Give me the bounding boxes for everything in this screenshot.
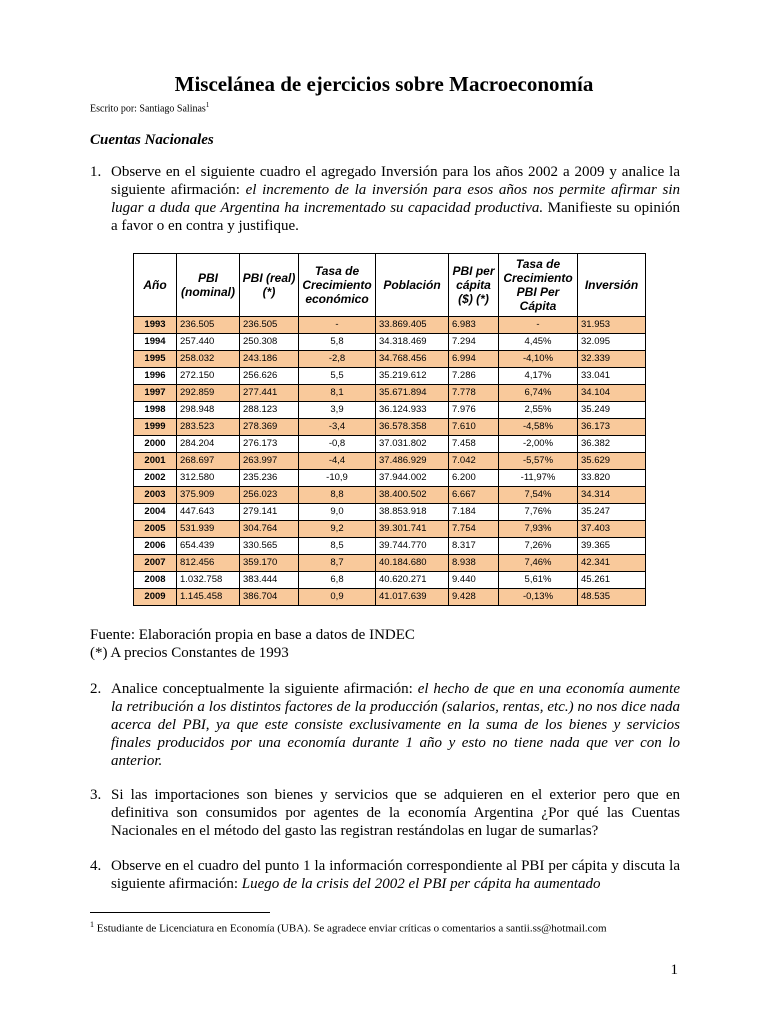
- table-cell: 6.983: [449, 317, 499, 334]
- table-row: [134, 385, 646, 402]
- table-cell: 654.439: [177, 538, 240, 555]
- table-cell: 278.369: [240, 419, 299, 436]
- table-cell: 1997: [134, 385, 177, 402]
- table-row: [134, 589, 646, 606]
- table-cell: 38.400.502: [376, 487, 449, 504]
- exercise-text-italic: el hecho de que en una economía aumente la retribución a los distintos factores de la producción (salarios, rentas, etc.) no nos dice nada acerca del PBI, ya que este consiste exclusivamente en la suma de los bienes y servicios finales producidos por una economía durante 1 año y esto no tiene nada que ver con lo anterior.: [111, 681, 680, 769]
- table-cell: 6.667: [449, 487, 499, 504]
- table-cell: 243.186: [240, 351, 299, 368]
- table-cell: 6.994: [449, 351, 499, 368]
- table-cell: -3,4: [299, 419, 376, 436]
- table-cell: 34.768.456: [376, 351, 449, 368]
- table-cell: 258.032: [177, 351, 240, 368]
- table-cell: 7.294: [449, 334, 499, 351]
- table-cell: 41.017.639: [376, 589, 449, 606]
- table-cell: 9.428: [449, 589, 499, 606]
- author-footnote-mark: 1: [205, 101, 210, 109]
- table-cell: 7,46%: [499, 555, 578, 572]
- table-cell: 35.629: [578, 453, 646, 470]
- exercise-2: [90, 680, 680, 770]
- document-title: Miscelánea de ejercicios sobre Macroeconomía: [174, 72, 594, 96]
- table-cell: 7.042: [449, 453, 499, 470]
- table-cell: -0,8: [299, 436, 376, 453]
- table-cell: 9.440: [449, 572, 499, 589]
- header-inversion: Inversión: [578, 254, 646, 317]
- table-cell: 48.535: [578, 589, 646, 606]
- table-cell: -: [299, 317, 376, 334]
- table-cell: 5,8: [299, 334, 376, 351]
- table-cell: 37.031.802: [376, 436, 449, 453]
- table-cell: 263.997: [240, 453, 299, 470]
- table-cell: -4,10%: [499, 351, 578, 368]
- table-cell: 235.236: [240, 470, 299, 487]
- table-cell: -2,8: [299, 351, 376, 368]
- table-cell: 2006: [134, 538, 177, 555]
- table-cell: 2005: [134, 521, 177, 538]
- table-cell: -2,00%: [499, 436, 578, 453]
- table-cell: 272.150: [177, 368, 240, 385]
- exercise-text-italic: el incremento de la inversión para esos años nos permite afirmar sin lugar a duda que Argentina ha incrementado su capacidad productiva.: [111, 182, 680, 216]
- table-row: [134, 538, 646, 555]
- source-line: Fuente: Elaboración propia en base a datos de INDEC: [90, 627, 415, 643]
- table-cell: 276.173: [240, 436, 299, 453]
- exercise-1: [90, 163, 680, 235]
- table-cell: 1993: [134, 317, 177, 334]
- exercise-number: 3.: [90, 787, 102, 803]
- table-cell: 35.247: [578, 504, 646, 521]
- table-cell: 32.339: [578, 351, 646, 368]
- header-tasa-pbi-per-capita: Tasa de Crecimiento PBI Per Cápita: [499, 254, 578, 317]
- table-cell: 257.440: [177, 334, 240, 351]
- table-cell: -10,9: [299, 470, 376, 487]
- table-cell: 31.953: [578, 317, 646, 334]
- table-cell: 8,1: [299, 385, 376, 402]
- table-cell: 1998: [134, 402, 177, 419]
- table-cell: 5,5: [299, 368, 376, 385]
- table-cell: 8,8: [299, 487, 376, 504]
- table-cell: 37.944.002: [376, 470, 449, 487]
- macro-data-table: [133, 253, 646, 606]
- table-cell: 7,54%: [499, 487, 578, 504]
- table-cell: 7,26%: [499, 538, 578, 555]
- table-cell: 236.505: [240, 317, 299, 334]
- table-cell: 383.444: [240, 572, 299, 589]
- exercise-number: 4.: [90, 858, 102, 874]
- table-cell: -0,13%: [499, 589, 578, 606]
- table-cell: 2004: [134, 504, 177, 521]
- table-cell: 2000: [134, 436, 177, 453]
- table-cell: -5,57%: [499, 453, 578, 470]
- table-cell: 33.041: [578, 368, 646, 385]
- table-cell: 42.341: [578, 555, 646, 572]
- table-cell: 7,93%: [499, 521, 578, 538]
- table-cell: 284.204: [177, 436, 240, 453]
- exercise-text: [111, 163, 680, 235]
- table-cell: 288.123: [240, 402, 299, 419]
- table-cell: 7.458: [449, 436, 499, 453]
- exercise-number: 1.: [90, 164, 102, 180]
- exercise-text-plain: Observe en el cuadro del punto 1 la información correspondiente al PBI per cápita y discuta la siguiente afirmación:: [111, 858, 680, 892]
- exercise-text-plain: Observe en el siguiente cuadro el agregado Inversión para los años 2002 a 2009 y analice la siguiente afirmación:: [111, 164, 680, 198]
- table-cell: 7.184: [449, 504, 499, 521]
- header-pbi-real: PBI (real) (*): [240, 254, 299, 317]
- table-cell: 36.124.933: [376, 402, 449, 419]
- table-row: [134, 521, 646, 538]
- table-cell: -4,4: [299, 453, 376, 470]
- table-cell: 1996: [134, 368, 177, 385]
- table-cell: 386.704: [240, 589, 299, 606]
- table-cell: 8,7: [299, 555, 376, 572]
- table-cell: 36.578.358: [376, 419, 449, 436]
- footnote-mark: 1: [90, 920, 94, 929]
- table-cell: 4,17%: [499, 368, 578, 385]
- table-cell: 7.610: [449, 419, 499, 436]
- table-cell: 38.853.918: [376, 504, 449, 521]
- table-cell: 8,5: [299, 538, 376, 555]
- table-cell: 8.317: [449, 538, 499, 555]
- table-cell: 268.697: [177, 453, 240, 470]
- table-cell: 7.976: [449, 402, 499, 419]
- table-cell: 447.643: [177, 504, 240, 521]
- exercise-text: [111, 857, 680, 893]
- table-cell: 359.170: [240, 555, 299, 572]
- header-pbi-per-capita: PBI per cápita ($) (*): [449, 254, 499, 317]
- exercise-3: [90, 786, 680, 840]
- table-cell: 531.939: [177, 521, 240, 538]
- table-cell: 37.486.929: [376, 453, 449, 470]
- table-row: [134, 436, 646, 453]
- table-cell: 2007: [134, 555, 177, 572]
- table-cell: 236.505: [177, 317, 240, 334]
- table-cell: 330.565: [240, 538, 299, 555]
- table-cell: 6,8: [299, 572, 376, 589]
- table-cell: 3,9: [299, 402, 376, 419]
- footnote: [90, 920, 607, 935]
- table-cell: 2003: [134, 487, 177, 504]
- table-cell: 1.145.458: [177, 589, 240, 606]
- table-cell: 34.318.469: [376, 334, 449, 351]
- exercise-4: [90, 857, 680, 893]
- table-cell: 298.948: [177, 402, 240, 419]
- table-row: [134, 334, 646, 351]
- table-cell: 37.403: [578, 521, 646, 538]
- table-cell: 35.219.612: [376, 368, 449, 385]
- section-heading: Cuentas Nacionales: [90, 132, 214, 148]
- table-cell: 39.365: [578, 538, 646, 555]
- exercise-text-italic: Luego de la crisis del 2002 el PBI per cápita ha aumentado: [241, 876, 601, 892]
- table-cell: 6.200: [449, 470, 499, 487]
- table-cell: 0,9: [299, 589, 376, 606]
- table-cell: 2008: [134, 572, 177, 589]
- table-row: [134, 351, 646, 368]
- header-tasa-crecimiento: Tasa de Crecimiento económico: [299, 254, 376, 317]
- table-cell: 32.095: [578, 334, 646, 351]
- table-cell: 8.938: [449, 555, 499, 572]
- table-cell: 2009: [134, 589, 177, 606]
- table-cell: 5,61%: [499, 572, 578, 589]
- table-cell: 39.301.741: [376, 521, 449, 538]
- table-body: [134, 317, 646, 606]
- table-cell: 9,0: [299, 504, 376, 521]
- table-cell: 9,2: [299, 521, 376, 538]
- author-name: Escrito por: Santiago Salinas: [90, 103, 206, 115]
- table-cell: 2001: [134, 453, 177, 470]
- table-cell: 312.580: [177, 470, 240, 487]
- table-cell: 7.286: [449, 368, 499, 385]
- page-number: 1: [670, 962, 678, 978]
- table-cell: 250.308: [240, 334, 299, 351]
- table-cell: 2002: [134, 470, 177, 487]
- table-cell: 40.620.271: [376, 572, 449, 589]
- footnote-divider: [90, 912, 270, 913]
- table-row: [134, 419, 646, 436]
- exercise-text: [111, 680, 680, 770]
- table-cell: 7,76%: [499, 504, 578, 521]
- author-line: [90, 101, 209, 114]
- exercise-text-plain: Analice conceptualmente la siguiente afirmación:: [111, 681, 418, 697]
- table-cell: 256.626: [240, 368, 299, 385]
- table-row: [134, 572, 646, 589]
- table-cell: 277.441: [240, 385, 299, 402]
- table-row: [134, 368, 646, 385]
- table-cell: 39.744.770: [376, 538, 449, 555]
- table-cell: 35.249: [578, 402, 646, 419]
- table-cell: 34.314: [578, 487, 646, 504]
- table-cell: 36.173: [578, 419, 646, 436]
- table-row: [134, 453, 646, 470]
- exercise-number: 2.: [90, 681, 102, 697]
- header-pbi-nominal: PBI (nominal): [177, 254, 240, 317]
- table-cell: 33.820: [578, 470, 646, 487]
- footnote-text: Estudiante de Licenciatura en Economía (UBA). Se agradece enviar críticas o comentarios a santii.ss@hotmail.com: [94, 922, 607, 935]
- table-cell: 1995: [134, 351, 177, 368]
- table-header-row: [134, 254, 646, 317]
- table-cell: 7.754: [449, 521, 499, 538]
- table-cell: 279.141: [240, 504, 299, 521]
- table-cell: 35.671.894: [376, 385, 449, 402]
- table-row: [134, 402, 646, 419]
- table-cell: 4,45%: [499, 334, 578, 351]
- table-cell: 45.261: [578, 572, 646, 589]
- table-cell: 283.523: [177, 419, 240, 436]
- table-cell: 33.869.405: [376, 317, 449, 334]
- table-row: [134, 487, 646, 504]
- table-cell: 2,55%: [499, 402, 578, 419]
- table-row: [134, 470, 646, 487]
- table-cell: 375.909: [177, 487, 240, 504]
- table-cell: 6,74%: [499, 385, 578, 402]
- table-source: [90, 626, 415, 662]
- header-ano: Año: [134, 254, 177, 317]
- table-cell: 34.104: [578, 385, 646, 402]
- table-cell: 256.023: [240, 487, 299, 504]
- table-cell: -4,58%: [499, 419, 578, 436]
- table-cell: 1.032.758: [177, 572, 240, 589]
- exercise-text-plain: Manifieste su opinión a favor o en contra y justifique.: [111, 200, 680, 234]
- header-poblacion: Población: [376, 254, 449, 317]
- table-cell: 36.382: [578, 436, 646, 453]
- table-cell: 1994: [134, 334, 177, 351]
- exercise-text: Si las importaciones son bienes y servicios que se adquieren en el exterior pero que en definitiva son consumidos por agentes de la economía Argentina ¿Por qué las Cuentas Nacionales en el método del gasto las registran restándolas en lugar de sumarlas?: [111, 787, 680, 839]
- source-note: (*) A precios Constantes de 1993: [90, 645, 289, 661]
- table-cell: 292.859: [177, 385, 240, 402]
- table-row: [134, 555, 646, 572]
- table-cell: 812.456: [177, 555, 240, 572]
- table-cell: 304.764: [240, 521, 299, 538]
- table-cell: -11,97%: [499, 470, 578, 487]
- table-cell: -: [499, 317, 578, 334]
- table-cell: 7.778: [449, 385, 499, 402]
- table-row: [134, 504, 646, 521]
- table-row: [134, 317, 646, 334]
- table-cell: 40.184.680: [376, 555, 449, 572]
- table-cell: 1999: [134, 419, 177, 436]
